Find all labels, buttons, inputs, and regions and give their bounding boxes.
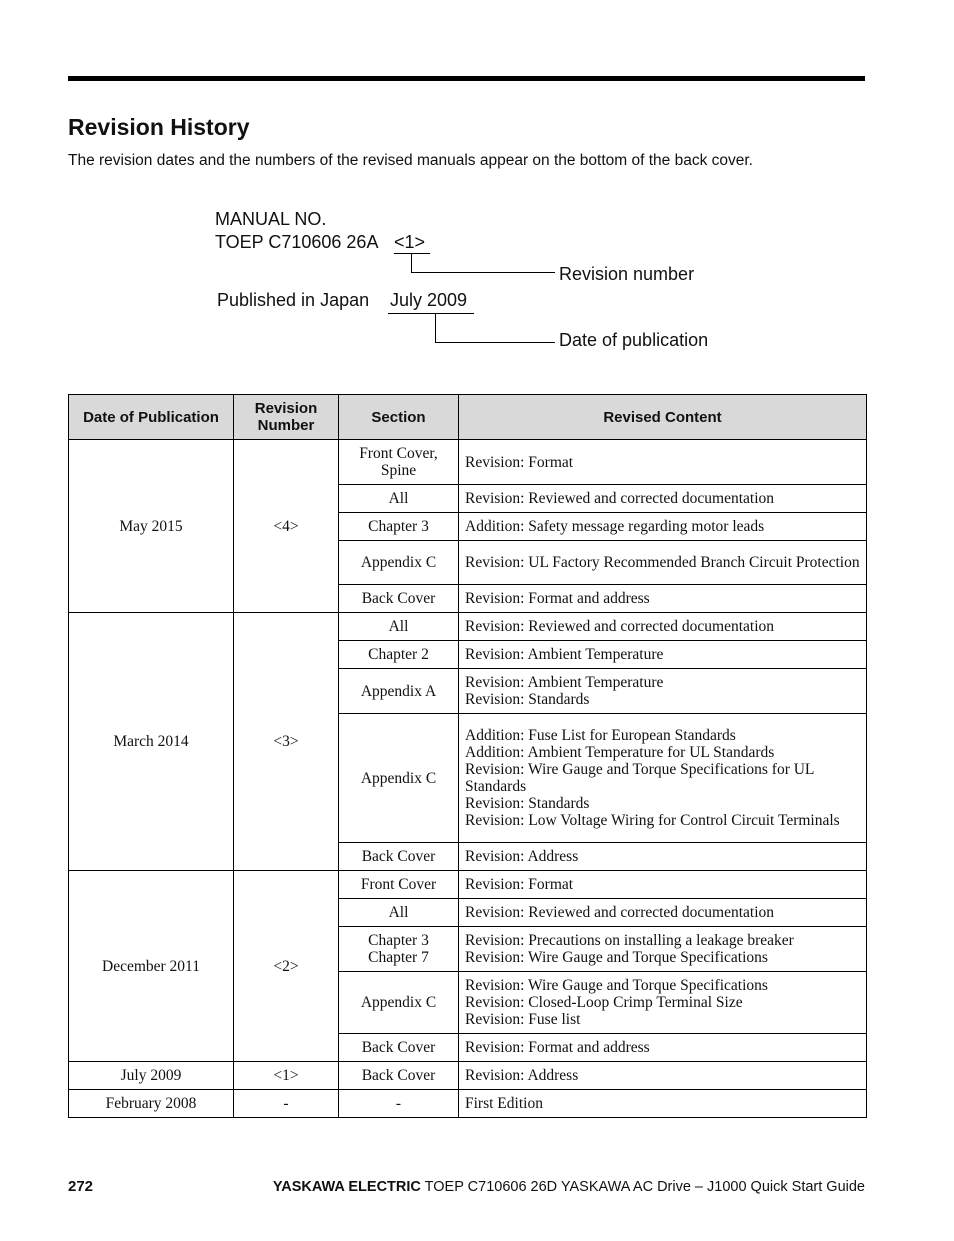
header-content: Revised Content [459,395,867,440]
cell-content: Revision: Format [459,871,867,899]
cell-section: Back Cover [339,585,459,613]
cell-section: Chapter 3 [339,513,459,541]
table-row [69,871,867,899]
cell-revision: - [234,1090,339,1118]
table-body [69,440,867,1118]
revision-table [68,394,867,1118]
cell-date: February 2008 [69,1090,234,1118]
cell-content: Revision: Format [459,440,867,485]
published-date: July 2009 [390,290,468,310]
manual-number-diagram [0,0,954,380]
cell-date: July 2009 [69,1062,234,1090]
cell-content: Revision: Address [459,843,867,871]
cell-section: Appendix C [339,714,459,843]
cell-content: Revision: Reviewed and corrected documentation [459,613,867,641]
cell-revision: <4> [234,440,339,613]
cell-section: Front Cover [339,871,459,899]
revision-connector-horizontal [411,272,555,273]
cell-content: Addition: Fuse List for European Standards Addition: Ambient Temperature for UL Standards Revision: Wire Gauge and Torque Specifications for UL Standards Revision: Standards Revision: Low Voltage Wiring for Control Circuit Terminals [459,714,867,843]
date-of-publication-label: Date of publication [559,330,709,350]
cell-content: Revision: Ambient Temperature Revision: Standards [459,669,867,714]
date-connector-vertical [435,313,436,342]
cell-content: Revision: UL Factory Recommended Branch Circuit Protection [459,541,867,585]
cell-revision: <2> [234,871,339,1062]
header-section: Section [339,395,459,440]
header-revision: Revision Number [234,395,339,440]
revision-number-label: Revision number [559,264,695,284]
cell-content: Revision: Precautions on installing a leakage breaker Revision: Wire Gauge and Torque Specifications [459,927,867,972]
cell-section: Back Cover [339,843,459,871]
manual-no-label: MANUAL NO. [215,209,327,229]
page-number: 272 [68,1178,94,1195]
cell-section: Appendix C [339,972,459,1034]
cell-section: All [339,613,459,641]
table-row [69,613,867,641]
revision-connector-vertical [411,253,412,272]
cell-section: All [339,899,459,927]
cell-content: Revision: Ambient Temperature [459,641,867,669]
table-row [69,1062,867,1090]
intro-text: The revision dates and the numbers of the revised manuals appear on the bottom of the back cover. [68,152,753,169]
cell-content: First Edition [459,1090,867,1118]
footer-brand: YASKAWA ELECTRIC [272,1179,421,1195]
cell-content: Revision: Address [459,1062,867,1090]
table-row [69,1090,867,1118]
cell-section: Chapter 2 [339,641,459,669]
footer-doc-info [273,1179,865,1195]
cell-revision: <1> [234,1062,339,1090]
date-underline [388,313,474,314]
cell-content: Revision: Format and address [459,585,867,613]
cell-date: December 2011 [69,871,234,1062]
cell-content: Revision: Reviewed and corrected documentation [459,485,867,513]
cell-date: March 2014 [69,613,234,871]
table-header-row [69,395,867,440]
cell-revision: <3> [234,613,339,871]
cell-section: Back Cover [339,1062,459,1090]
manual-no-value: TOEP C710606 26A [215,232,379,252]
cell-content: Revision: Format and address [459,1034,867,1062]
published-label: Published in Japan [217,290,370,310]
cell-content: Revision: Wire Gauge and Torque Specifications Revision: Closed-Loop Crimp Terminal Size Revision: Fuse list [459,972,867,1034]
cell-section: Chapter 3 Chapter 7 [339,927,459,972]
header-date: Date of Publication [69,395,234,440]
cell-section: All [339,485,459,513]
cell-date: May 2015 [69,440,234,613]
cell-content: Revision: Reviewed and corrected documentation [459,899,867,927]
page-title: Revision History [68,114,250,140]
cell-content: Addition: Safety message regarding motor leads [459,513,867,541]
cell-section: Back Cover [339,1034,459,1062]
cell-section: Appendix C [339,541,459,585]
cell-section: Front Cover, Spine [339,440,459,485]
date-connector-horizontal [435,342,555,343]
revision-marker-underline [394,253,430,254]
cell-section: Appendix A [339,669,459,714]
cell-section: - [339,1090,459,1118]
revision-marker: <1> [394,232,426,252]
footer-doc: TOEP C710606 26D YASKAWA AC Drive – J1000 Quick Start Guide [424,1179,865,1195]
table-row [69,440,867,485]
